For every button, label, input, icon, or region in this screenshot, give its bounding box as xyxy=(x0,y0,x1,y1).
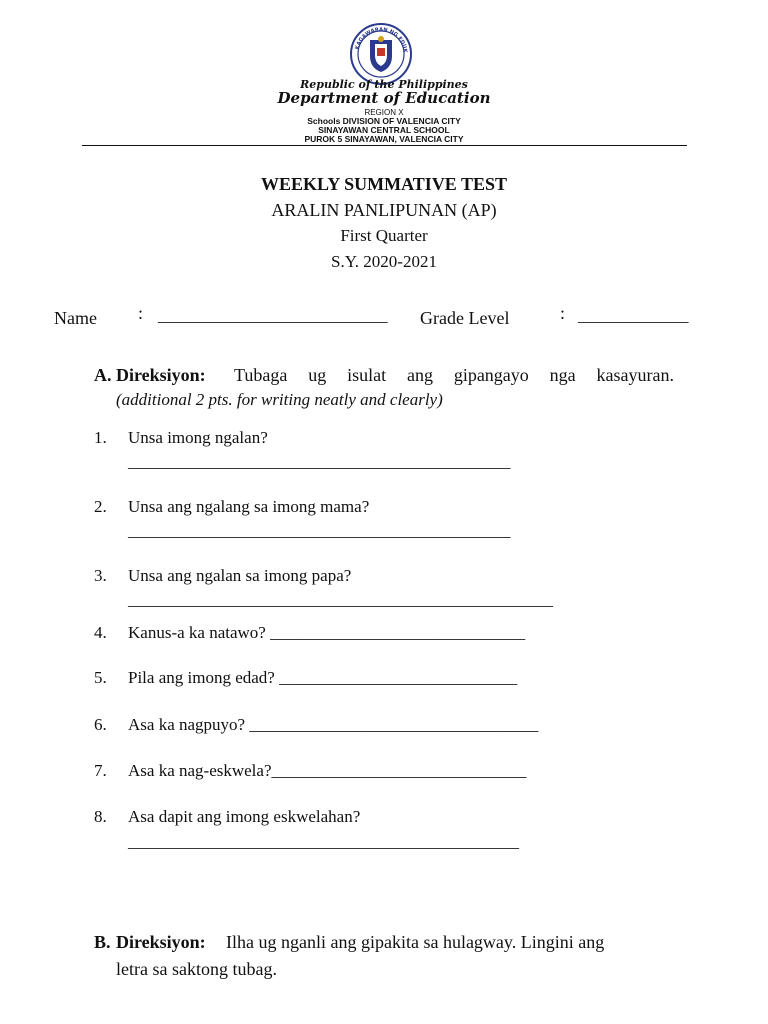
question-text-with-blank[interactable]: Asa ka nagpuyo? __________________________________ xyxy=(128,715,539,734)
deped-seal-icon xyxy=(349,22,413,86)
question-number: 6. xyxy=(94,715,107,734)
question-number: 2. xyxy=(94,497,107,516)
question-text: Unsa imong ngalan? xyxy=(128,428,268,447)
question-text: Unsa ang ngalang sa imong mama? xyxy=(128,497,370,516)
test-title: WEEKLY SUMMATIVE TEST xyxy=(260,174,508,194)
republic-line: Republic of the Philippines xyxy=(300,78,468,91)
school-line: SINAYAWAN CENTRAL SCHOOL xyxy=(318,125,450,135)
name-label: Name xyxy=(54,308,97,328)
answer-line[interactable]: _____________________________________________ xyxy=(128,521,511,540)
question-text-with-blank[interactable]: Asa ka nag-eskwela?______________________________ xyxy=(128,761,527,780)
question-text: Asa dapit ang imong eskwelahan? xyxy=(128,807,361,826)
question-text-with-blank[interactable]: Kanus-a ka natawo? ______________________________ xyxy=(128,623,526,642)
section-a-instruction: Tubaga ug isulat ang gipangayo nga kasayuran. xyxy=(234,365,674,385)
name-colon: : xyxy=(138,303,144,323)
grade-level-field[interactable]: _____________ xyxy=(578,306,689,325)
question-number: 3. xyxy=(94,566,107,585)
section-b-instruction: Ilha ug nganli ang gipakita sa hulagway. Lingini ang xyxy=(226,932,605,952)
grade-level-label: Grade Level xyxy=(420,308,510,328)
answer-line[interactable]: __________________________________________________ xyxy=(128,590,553,609)
question-number: 8. xyxy=(94,807,107,826)
question-number: 1. xyxy=(94,428,107,447)
question-text-with-blank[interactable]: Pila ang imong edad? ____________________________ xyxy=(128,668,518,687)
section-a-note: (additional 2 pts. for writing neatly and clearly) xyxy=(116,390,443,409)
question-text: Unsa ang ngalan sa imong papa? xyxy=(128,566,352,585)
school-year: S.Y. 2020-2021 xyxy=(331,252,437,271)
section-a-label: Direksiyon: xyxy=(116,365,206,385)
section-a-letter: A. xyxy=(94,365,112,385)
subject-title: ARALIN PANLIPUNAN (AP) xyxy=(271,200,497,220)
header-divider xyxy=(82,145,687,146)
department-name: Department of Education xyxy=(277,89,491,107)
answer-line[interactable]: _____________________________________________ xyxy=(128,452,511,471)
quarter-label: First Quarter xyxy=(340,226,428,245)
section-b-instruction-cont: letra sa saktong tubag. xyxy=(116,959,277,979)
question-number: 4. xyxy=(94,623,107,642)
svg-text:KAGAWARAN NG EDUKASYON: KAGAWARAN NG EDUK xyxy=(354,26,409,54)
question-number: 5. xyxy=(94,668,107,687)
name-field[interactable]: ___________________________ xyxy=(158,306,388,325)
address-line: PUROK 5 SINAYAWAN, VALENCIA CITY xyxy=(304,134,464,144)
grade-level-colon: : xyxy=(560,303,566,323)
section-b-letter: B. xyxy=(94,932,111,952)
answer-line[interactable]: ______________________________________________ xyxy=(128,832,519,851)
question-number: 7. xyxy=(94,761,107,780)
region-line: REGION X xyxy=(364,108,404,117)
section-b-label: Direksiyon: xyxy=(116,932,206,952)
division-line: Schools DIVISION OF VALENCIA CITY xyxy=(307,116,461,126)
